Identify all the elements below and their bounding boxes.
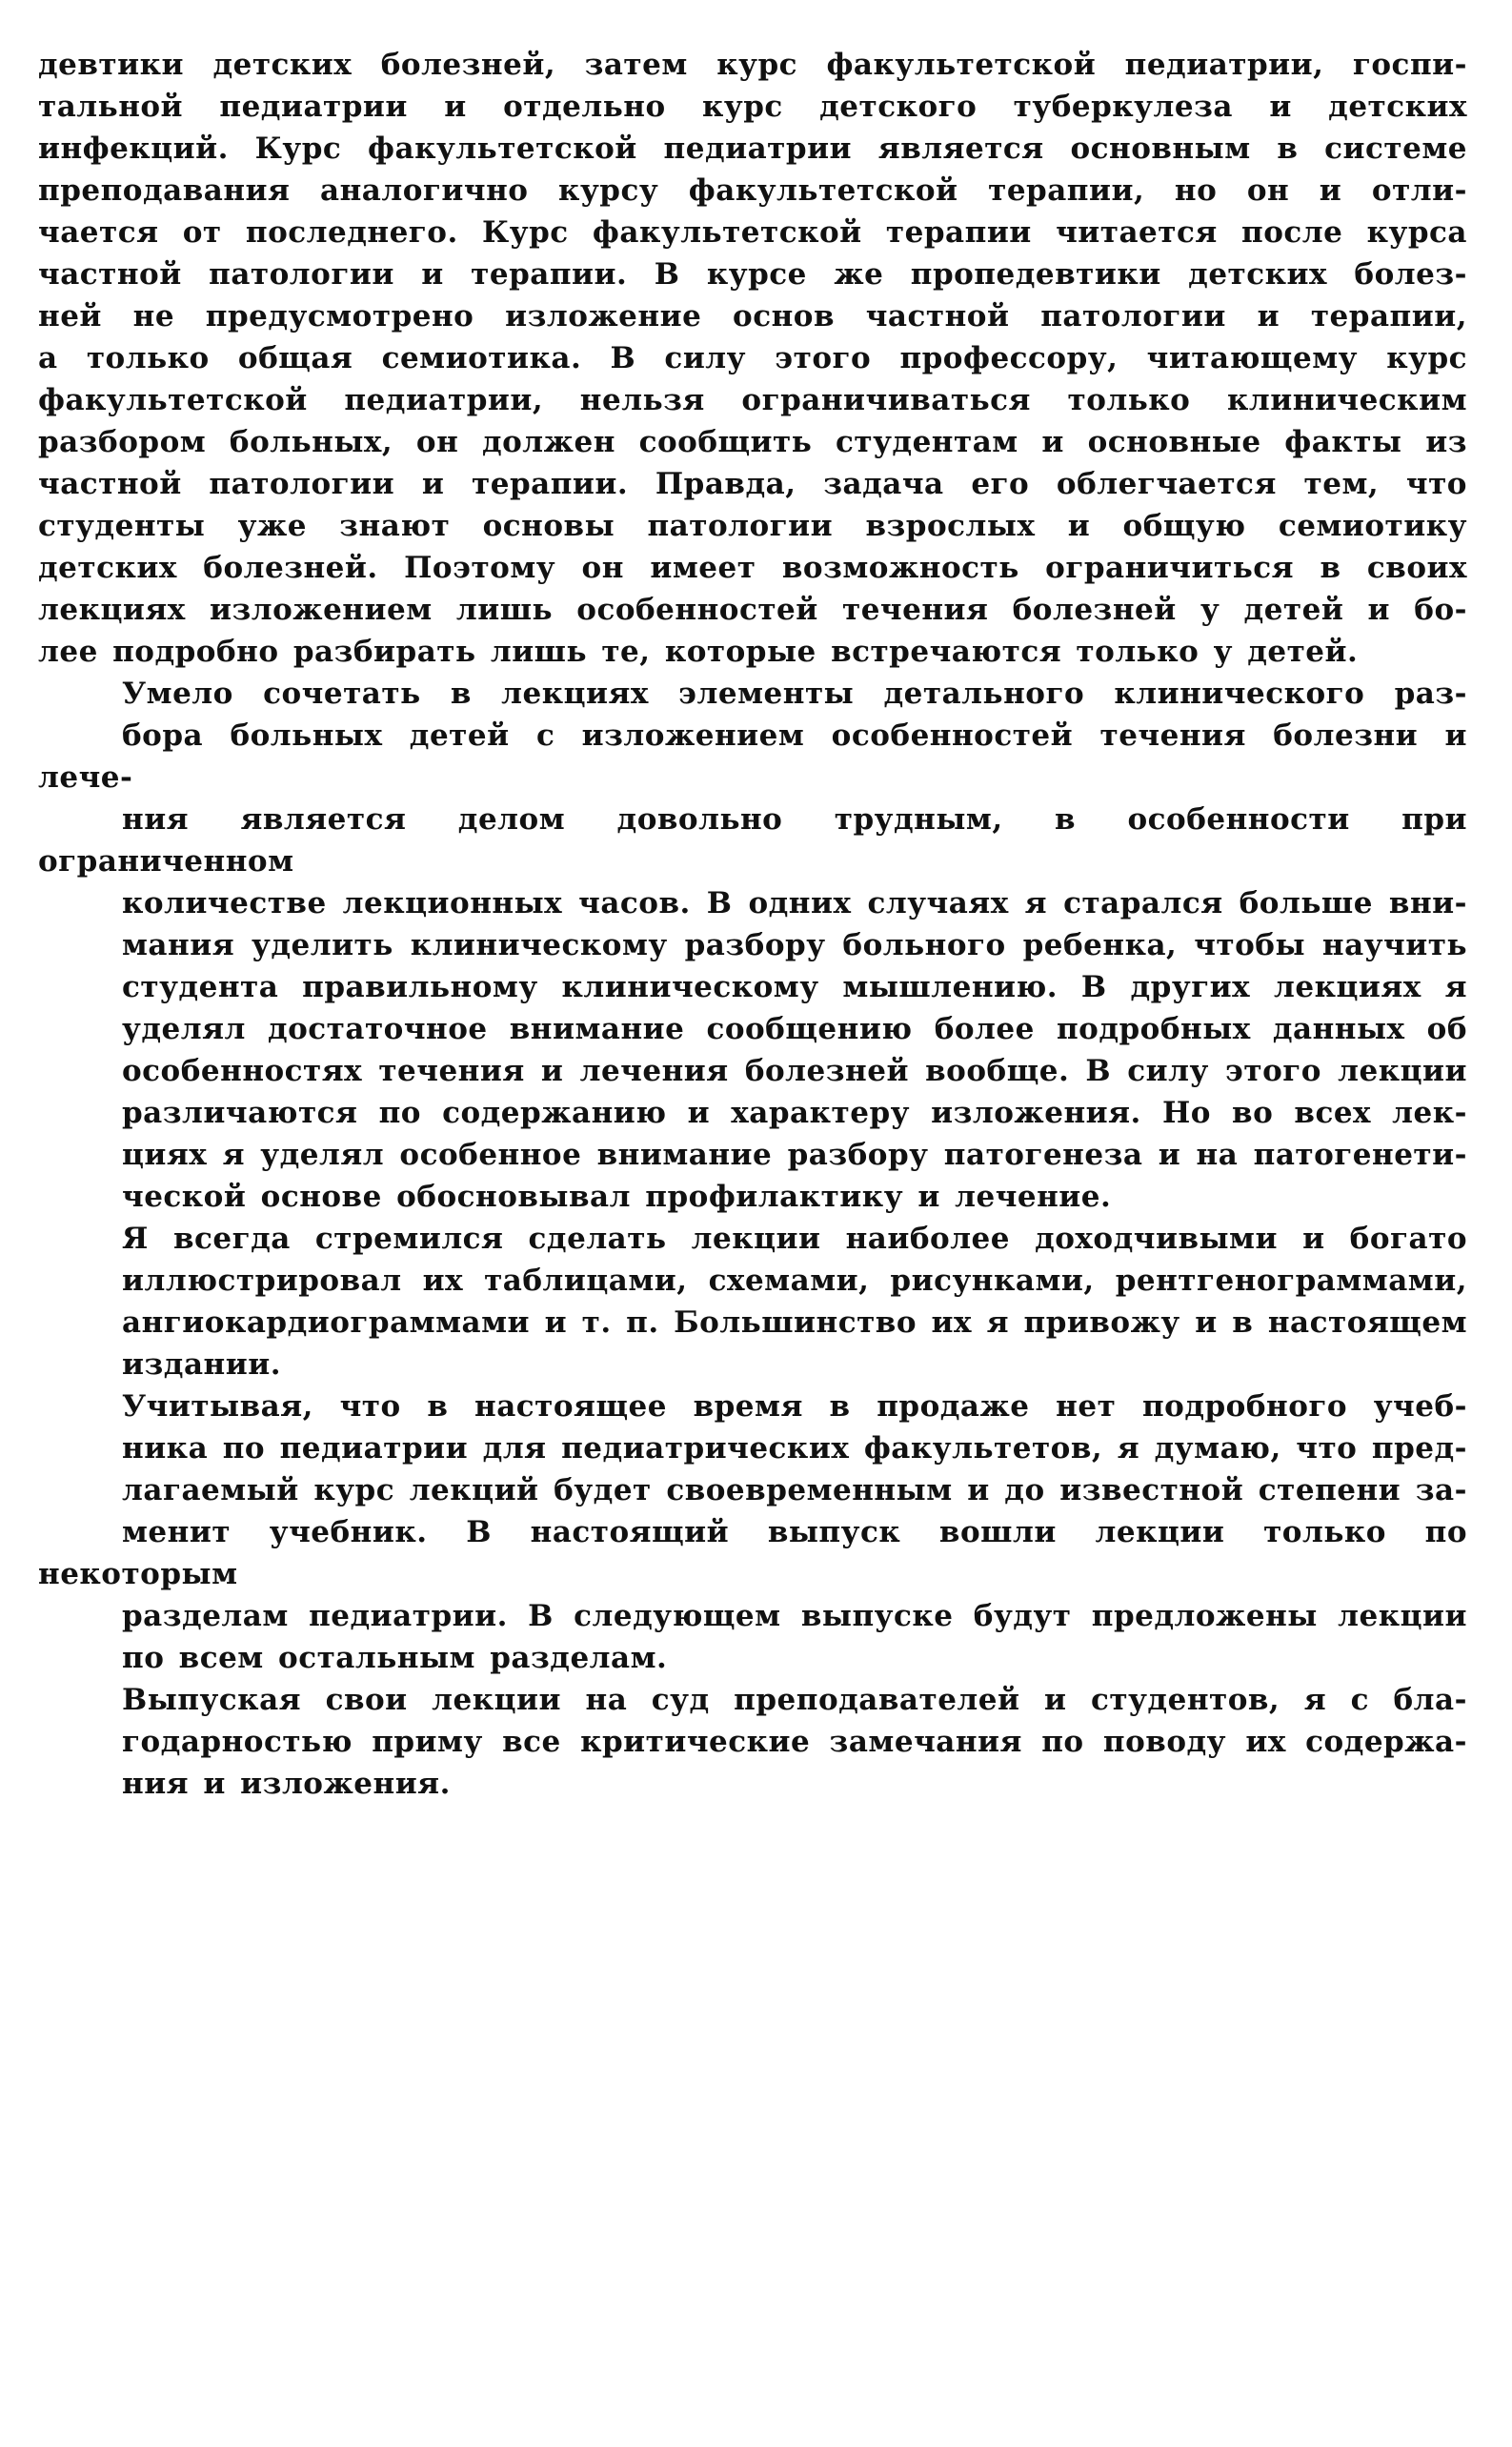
text-line: лекциях изложением лишь особенностей течения болезней у детей и бо- bbox=[38, 593, 1467, 627]
text-line: количестве лекционных часов. В одних случаях я старался больше вни- bbox=[122, 886, 1467, 920]
paragraph bbox=[38, 44, 1467, 673]
paragraph bbox=[38, 1679, 1467, 1805]
text-line: циях я уделял особенное внимание разбору патогенеза и на патогенети- bbox=[122, 1138, 1467, 1172]
text-line: Учитывая, что в настоящее время в продаже нет подробного учеб- bbox=[122, 1389, 1467, 1424]
text-line: тальной педиатрии и отдельно курс детского туберкулеза и детских bbox=[38, 90, 1467, 124]
text-line: частной патологии и терапии. В курсе же пропедевтики детских болез- bbox=[38, 257, 1467, 292]
text-line: Я всегда стремился сделать лекции наиболее доходчивыми и богато bbox=[122, 1222, 1467, 1256]
text-line: факультетской педиатрии, нельзя ограничиваться только клиническим bbox=[38, 383, 1467, 417]
text-line: бора больных детей с изложением особенностей течения болезни и лече- bbox=[38, 718, 1467, 795]
text-line: лее подробно разбирать лишь те, которые встречаются только у детей. bbox=[38, 635, 1359, 669]
text-line: разделам педиатрии. В следующем выпуске будут предложены лекции bbox=[122, 1599, 1467, 1633]
text-line: ческой основе обосновывал профилактику и лечение. bbox=[122, 1180, 1112, 1214]
text-line: иллюстрировал их таблицами, схемами, рисунками, рентгенограммами, bbox=[122, 1264, 1467, 1298]
text-line: а только общая семиотика. В силу этого профессору, читающему курс bbox=[38, 341, 1467, 375]
text-line: ника по педиатрии для педиатрических факультетов, я думаю, что пред- bbox=[122, 1431, 1467, 1466]
text-line: менит учебник. В настоящий выпуск вошли лекции только по некоторым bbox=[38, 1515, 1467, 1591]
paragraph bbox=[38, 1218, 1467, 1385]
text-line: мания уделить клиническому разбору больного ребенка, чтобы научить bbox=[122, 928, 1467, 962]
text-line: девтики детских болезней, затем курс факультетской педиатрии, госпи- bbox=[38, 48, 1467, 82]
text-line: детских болезней. Поэтому он имеет возможность ограничиться в своих bbox=[38, 551, 1467, 585]
text-line: годарностью приму все критические замечания по поводу их содержа- bbox=[122, 1725, 1467, 1759]
text-line: студенты уже знают основы патологии взрослых и общую семиотику bbox=[38, 509, 1467, 543]
text-line: ния и изложения. bbox=[122, 1767, 451, 1801]
paragraph bbox=[38, 1385, 1467, 1679]
text-line: инфекций. Курс факультетской педиатрии является основным в системе bbox=[38, 131, 1467, 166]
text-line: ней не предусмотрено изложение основ частной патологии и терапии, bbox=[38, 299, 1467, 334]
text-line: студента правильному клиническому мышлению. В других лекциях я bbox=[122, 970, 1467, 1004]
text-line: особенностях течения и лечения болезней вообще. В силу этого лекции bbox=[122, 1054, 1467, 1088]
body-text bbox=[38, 44, 1467, 1805]
text-line: лагаемый курс лекций будет своевременным и до известной степени за- bbox=[122, 1473, 1467, 1507]
text-line: Выпуская свои лекции на суд преподавателей и студентов, я с бла- bbox=[122, 1683, 1467, 1717]
text-line: разбором больных, он должен сообщить студентам и основные факты из bbox=[38, 425, 1467, 459]
text-line: уделял достаточное внимание сообщению более подробных данных об bbox=[122, 1012, 1467, 1046]
text-line: по всем остальным разделам. bbox=[122, 1641, 668, 1675]
text-line: чается от последнего. Курс факультетской терапии читается после курса bbox=[38, 215, 1467, 250]
document-page bbox=[38, 44, 1467, 1805]
text-line: ния является делом довольно трудным, в особенности при ограниченном bbox=[38, 802, 1467, 879]
text-line: издании. bbox=[122, 1347, 281, 1382]
text-line: ангиокардиограммами и т. п. Большинство их я привожу и в настоящем bbox=[122, 1305, 1467, 1340]
paragraph bbox=[38, 673, 1467, 1218]
text-line: частной патологии и терапии. Правда, задача его облегчается тем, что bbox=[38, 467, 1467, 501]
text-line: Умело сочетать в лекциях элементы детального клинического раз- bbox=[122, 677, 1467, 711]
text-line: различаются по содержанию и характеру изложения. Но во всех лек- bbox=[122, 1096, 1467, 1130]
text-line: преподавания аналогично курсу факультетской терапии, но он и отли- bbox=[38, 173, 1467, 208]
